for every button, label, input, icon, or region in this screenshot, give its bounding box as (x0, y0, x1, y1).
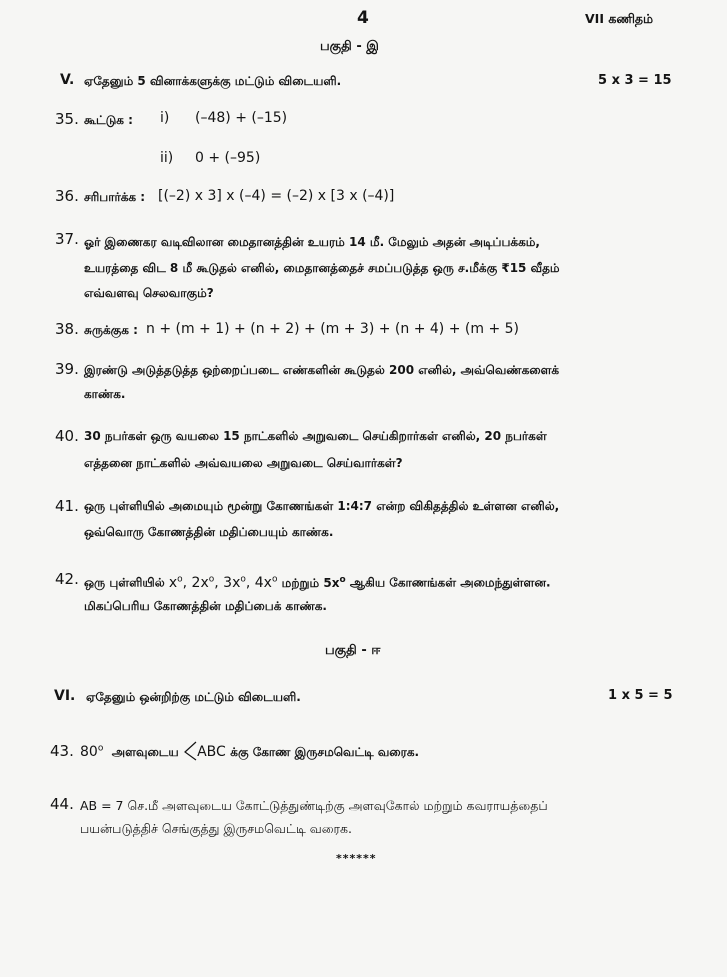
question-label: சரிபார்க்க : (84, 190, 146, 204)
section-marks: 5 x 3 = 15 (598, 73, 672, 88)
question-text: காண்க. (84, 387, 126, 401)
math-expression: (–48) + (–15) (195, 110, 288, 126)
section-marks: 1 x 5 = 5 (608, 688, 673, 703)
q42-text-l: ஆகிய கோணங்கள் அமைந்துள்ளன. (349, 575, 551, 590)
math-expression: n + (m + 1) + (n + 2) + (m + 3) + (n + 4) + (m + 5) (146, 321, 519, 337)
question-text: ஒரு புள்ளியில் அமையும் மூன்று கோணங்கள் 1:4:7 என்ற விகிதத்தில் உள்ளன எனில், (84, 499, 560, 513)
question-text: மிகப்பெரிய கோணத்தின் மதிப்பைக் காண்க. (84, 599, 327, 613)
question-text: 80$^o$ அளவுடைய ABC க்கு கோண இருசமவெட்டி வரைக. (80, 741, 419, 761)
question-number: 36. (55, 187, 79, 205)
question-text: AB = 7 செ.மீ அளவுடைய கோட்டுத்துண்டிற்கு அளவுகோல் மற்றும் கவராயத்தைப் (80, 798, 548, 813)
section-instruction: ஏதேனும் ஒன்றிற்கு மட்டும் விடையளி. (86, 690, 301, 704)
angle-term: $x^o$, $2x^o$, $3x^o$, $4x^o$ (168, 574, 278, 591)
question-number: 40. (55, 427, 79, 445)
sub-part-label: ii) (160, 150, 174, 166)
angle-name: ABC (197, 744, 226, 760)
end-marker: ****** (336, 852, 377, 865)
q42-text-and: மற்றும் $5x^o$ (281, 574, 346, 590)
angle-icon (183, 741, 197, 759)
question-number: 35. (55, 110, 79, 128)
question-number: 38. (55, 320, 79, 338)
part-title: பகுதி - இ (320, 39, 379, 54)
q42-text-a: ஒரு புள்ளியில் (84, 575, 165, 590)
question-number: 37. (55, 230, 79, 248)
question-text (84, 567, 551, 596)
question-number: 42. (55, 570, 79, 588)
question-number: 39. (55, 360, 79, 378)
subject-header: VII கணிதம் (585, 11, 654, 26)
math-expression: 0 + (–95) (195, 150, 261, 166)
section-label: VI. (54, 688, 76, 704)
question-text: எவ்வளவு செலவாகும்? (84, 286, 214, 300)
question-label: கூட்டுக : (84, 113, 133, 127)
part-title: பகுதி - ஈ (325, 643, 381, 658)
page-number: 4 (357, 8, 369, 28)
question-text: பயன்படுத்திச் செங்குத்து இருசமவெட்டி வரைக. (80, 821, 352, 836)
question-number: 43. (50, 742, 74, 760)
question-text: எத்தனை நாட்களில் அவ்வயலை அறுவடை செய்வார்கள்? (84, 456, 403, 470)
question-label: சுருக்குக : (84, 323, 138, 337)
question-text: இரண்டு அடுத்தடுத்த ஒற்றைப்படை எண்களின் கூடுதல் 200 எனில், அவ்வெண்களைக் (84, 363, 560, 377)
question-text: ஒவ்வொரு கோணத்தின் மதிப்பையும் காண்க. (84, 525, 334, 539)
question-text: உயரத்தை விட 8 மீ கூடுதல் எனில், மைதானத்தைச் சமப்படுத்த ஒரு ச.மீக்கு ₹15 வீதம் (84, 261, 560, 275)
section-label: V. (60, 72, 75, 88)
sub-part-label: i) (160, 110, 170, 126)
question-text: 30 நபர்கள் ஒரு வயலை 15 நாட்களில் அறுவடை செய்கிறார்கள் எனில், 20 நபர்கள் (84, 429, 547, 443)
question-text: ஓர் இணைகர வடிவிலான மைதானத்தின் உயரம் 14 மீ. மேலும் அதன் அடிப்பக்கம், (84, 235, 540, 249)
question-number: 44. (50, 795, 74, 813)
question-number: 41. (55, 497, 79, 515)
section-instruction: ஏதேனும் 5 வினாக்களுக்கு மட்டும் விடையளி. (84, 74, 342, 88)
math-expression: [(–2) x 3] x (–4) = (–2) x [3 x (–4)] (158, 188, 395, 204)
